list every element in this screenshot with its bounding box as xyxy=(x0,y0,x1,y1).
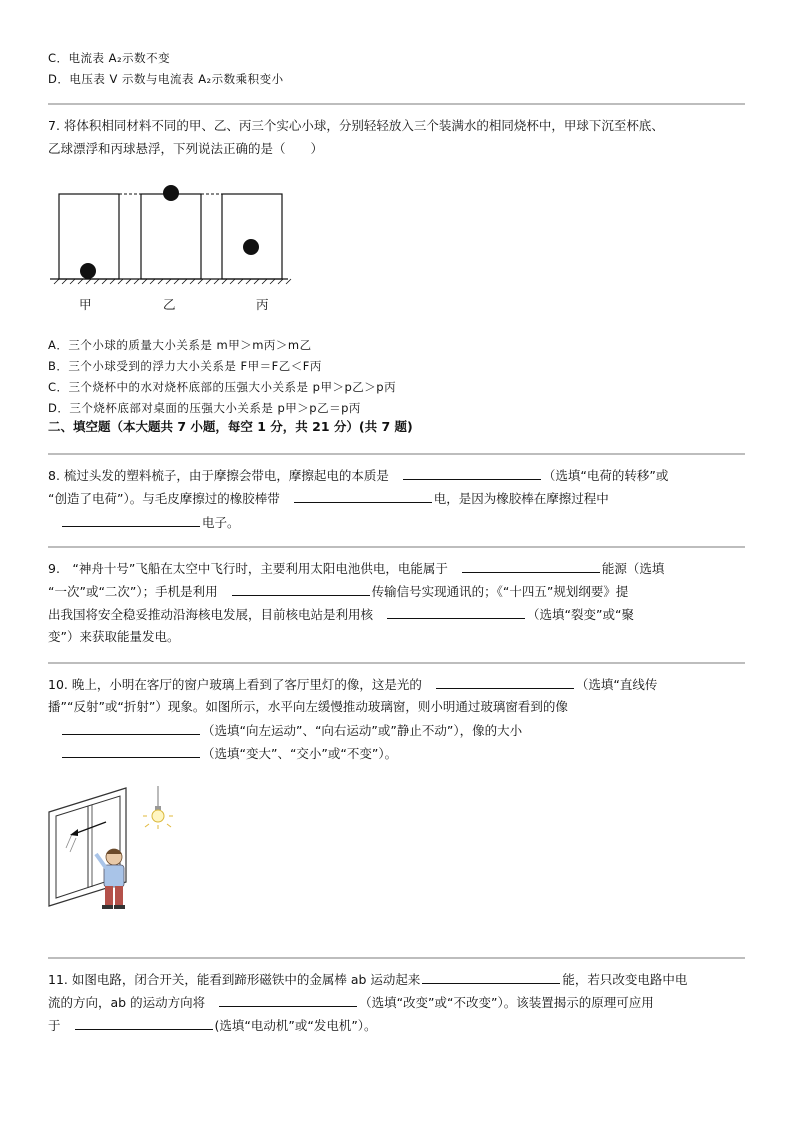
label-jia: 甲 xyxy=(79,297,92,312)
boy-shoe xyxy=(102,905,113,909)
arrow-head-icon xyxy=(70,829,78,836)
q10-text: （选填“向左运动”、“向右运动”或”静止不动”），像的大小 xyxy=(202,723,523,738)
q8-text: 电子。 xyxy=(202,515,240,530)
glass-shine xyxy=(66,834,72,848)
q8-line2 xyxy=(48,490,609,507)
answer-blank[interactable] xyxy=(62,514,200,527)
q10-text: （选填“直线传 xyxy=(575,677,658,692)
boy-leg xyxy=(115,886,123,906)
separator xyxy=(48,103,745,105)
q8-line3 xyxy=(48,514,240,531)
separator xyxy=(48,546,745,548)
q11-line2 xyxy=(48,994,654,1011)
boy-leg xyxy=(105,886,113,906)
light-bulb-icon xyxy=(152,810,164,822)
answer-blank[interactable] xyxy=(294,490,432,503)
q9-line2 xyxy=(48,583,628,600)
answer-blank[interactable] xyxy=(462,560,600,573)
answer-blank[interactable] xyxy=(62,745,200,758)
q7-option-c: C．三个烧杯中的水对烧杯底部的压强大小关系是 p甲＞p乙＞p丙 xyxy=(48,380,397,394)
answer-blank[interactable] xyxy=(75,1017,213,1030)
boy-arm xyxy=(96,854,106,868)
q10-line4 xyxy=(48,745,397,762)
q11-text: （选填“改变”或“不改变”）。该装置揭示的原理可应用 xyxy=(359,995,654,1010)
q10-line3 xyxy=(48,722,522,739)
q9-line4: 变”）来获取能量发电。 xyxy=(48,629,180,644)
ball-bing xyxy=(243,239,259,255)
q6-option-d: D．电压表 V 示数与电流表 A₂示数乘积变小 xyxy=(48,72,284,86)
q7-option-b: B．三个小球受到的浮力大小关系是 F甲＝F乙＜F丙 xyxy=(48,359,322,373)
label-yi: 乙 xyxy=(163,297,176,312)
q10-text: （选填“变大”、“交小”或“不变”）。 xyxy=(202,746,398,761)
q9-text: （选填“裂变”或“聚 xyxy=(527,607,634,622)
q9-text: 出我国将安全稳妥推动沿海核电发展，目前核电站是利用核 xyxy=(48,607,374,622)
section-title: 二、填空题（本大题共 7 小题，每空 1 分，共 21 分）(共 7 题) xyxy=(48,419,413,434)
answer-blank[interactable] xyxy=(387,606,525,619)
beaker-bing xyxy=(222,194,282,279)
q11-line3 xyxy=(48,1017,377,1034)
q10-line2: 播”“反射”或“折射”）现象。如图所示，水平向左缓慢推动玻璃窗，则小明通过玻璃窗看到的像 xyxy=(48,699,568,714)
separator xyxy=(48,453,745,455)
table-hatching xyxy=(54,279,291,284)
ball-yi xyxy=(163,185,179,201)
q10-line1 xyxy=(48,676,657,693)
beakers-figure xyxy=(40,180,300,285)
q9-line3 xyxy=(48,606,634,623)
label-bing: 丙 xyxy=(256,297,269,312)
q7-option-a: A．三个小球的质量大小关系是 m甲＞m丙＞m乙 xyxy=(48,338,312,352)
push-arrow xyxy=(74,822,106,834)
q7-stem-line1: 7. 将体积相同材料不同的甲、乙、丙三个实心小球，分别轻轻放入三个装满水的相同烧杯中，甲球下沉至杯底、 xyxy=(48,118,664,133)
ball-jia xyxy=(80,263,96,279)
answer-blank[interactable] xyxy=(62,722,200,735)
q11-line1 xyxy=(48,971,687,988)
q9-text: 9. “神舟十号”飞船在太空中飞行时，主要利用太阳电池供电，电能属于 xyxy=(48,561,448,576)
q8-text: （选填“电荷的转移”或 xyxy=(542,468,669,483)
window-illustration xyxy=(44,782,184,922)
answer-blank[interactable] xyxy=(219,994,357,1007)
q10-text: 10. 晚上，小明在客厅的窗户玻璃上看到了客厅里灯的像，这是光的 xyxy=(48,677,422,692)
q11-text: 能，若只改变电路中电 xyxy=(562,972,688,987)
answer-blank[interactable] xyxy=(232,583,370,596)
lamp-socket xyxy=(155,806,161,810)
answer-blank[interactable] xyxy=(436,676,574,689)
boy-shoe xyxy=(114,905,125,909)
q9-line1 xyxy=(48,560,664,577)
q8-text: 电，是因为橡胶棒在摩擦过程中 xyxy=(433,491,609,506)
answer-blank[interactable] xyxy=(403,467,541,480)
separator xyxy=(48,957,745,959)
q11-text: 于 xyxy=(48,1018,61,1033)
q8-text: 8. 梳过头发的塑料梳子，由于摩擦会带电，摩擦起电的本质是 xyxy=(48,468,389,483)
beaker-yi xyxy=(141,194,201,279)
q11-text: 流的方向，ab 的运动方向将 xyxy=(48,995,206,1010)
q11-text: (选填“电动机”或“发电机”）。 xyxy=(214,1018,377,1033)
q9-text: “一次”或“二次”）；手机是利用 xyxy=(48,584,218,599)
q11-text: 11. 如图电路，闭合开关，能看到蹄形磁铁中的金属棒 ab 运动起来 xyxy=(48,972,421,987)
q8-text: “创造了电荷”）。与毛皮摩擦过的橡胶棒带 xyxy=(48,491,280,506)
boy-shirt xyxy=(104,865,124,887)
q8-line1 xyxy=(48,467,668,484)
q7-option-d: D．三个烧杯底部对桌面的压强大小关系是 p甲＞p乙＝p丙 xyxy=(48,401,361,415)
q7-stem-line2: 乙球漂浮和丙球悬浮，下列说法正确的是（ ） xyxy=(48,141,324,156)
separator xyxy=(48,662,745,664)
answer-blank[interactable] xyxy=(422,971,560,984)
q9-text: 传输信号实现通讯的；《“十四五”规划纲要》提 xyxy=(371,584,629,599)
q9-text: 能源（选填 xyxy=(601,561,665,576)
q6-option-c: C．电流表 A₂示数不变 xyxy=(48,51,171,65)
glass-shine xyxy=(70,838,76,852)
